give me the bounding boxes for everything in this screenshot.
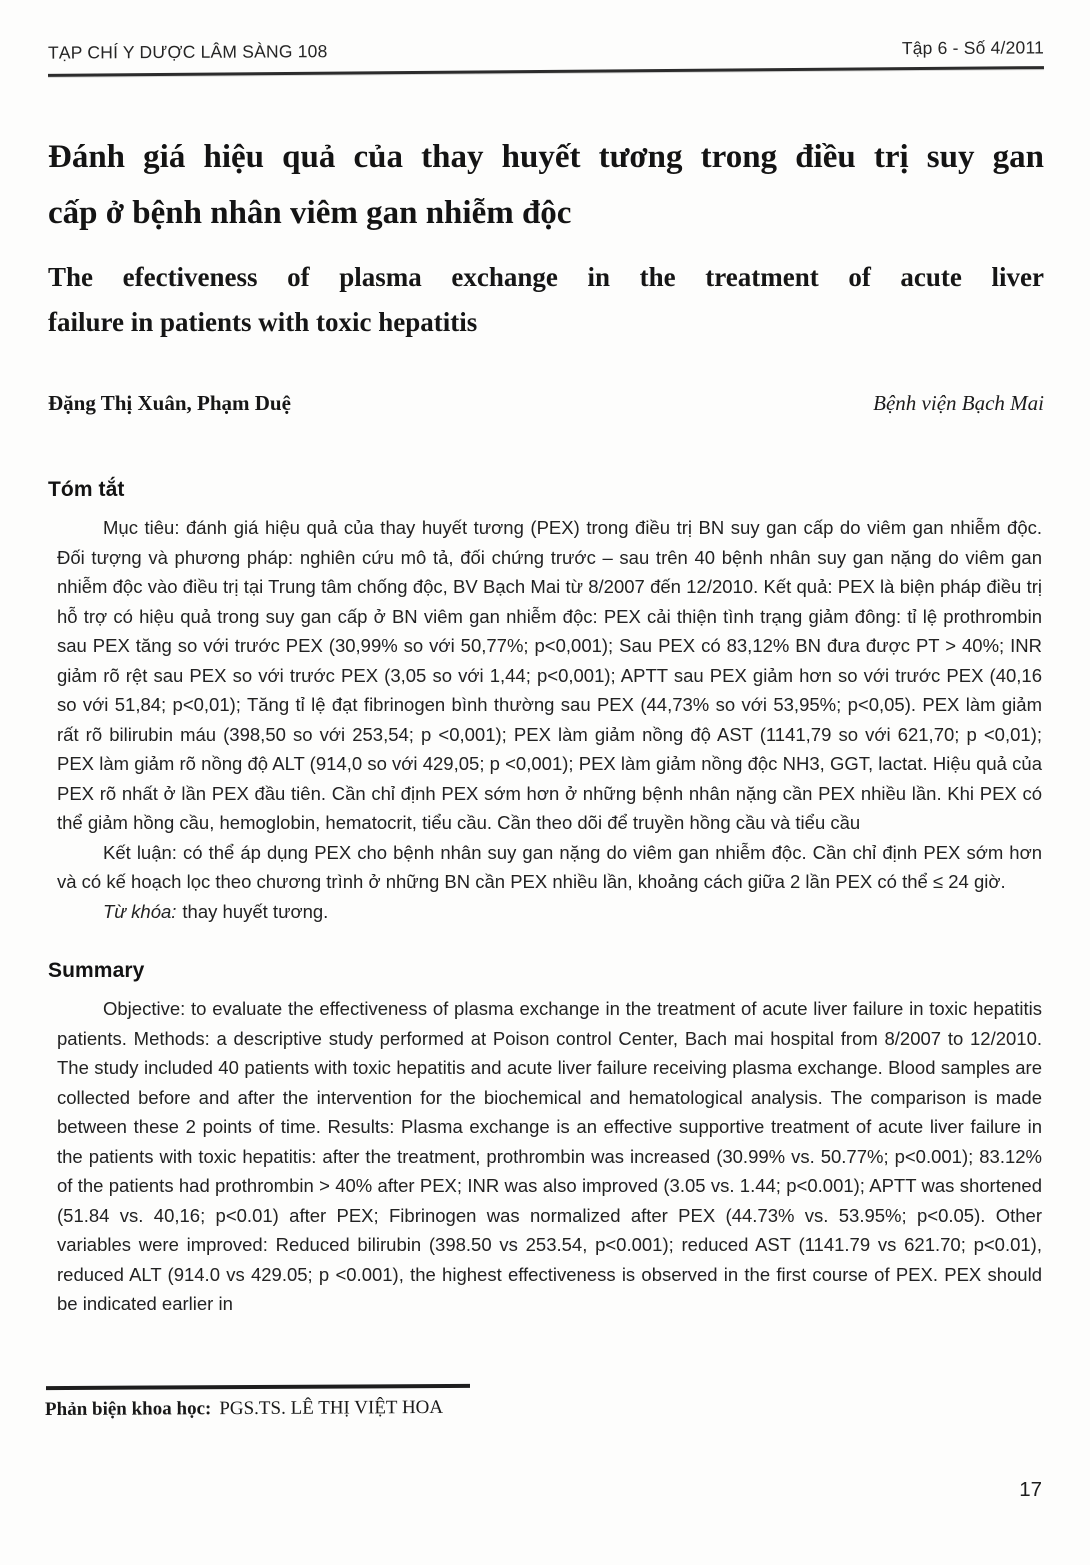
keywords-line — [57, 897, 1044, 927]
masthead-rule — [48, 66, 1044, 77]
article-title-vi-line1: Đánh giá hiệu quả của thay huyết tương trong điều trị suy gan — [48, 139, 1044, 175]
page-number: 17 — [1019, 1478, 1042, 1501]
abstract-objective-paragraph: Mục tiêu: đánh giá hiệu quả của thay huyết tương (PEX) trong điều trị BN suy gan cấp do viêm gan nhiễm độc. Đối tượng và phương pháp: nghiên cứu mô tả, đối chứng trước – sau trên 40 bệnh nhân suy gan nặng do viêm gan nhiễm độc vào điều trị tại Trung tâm chống độc, BV Bạch Mai từ 8/2007 đến 12/2010. Kết quả: PEX là biện pháp điều trị hỗ trợ có hiệu quả trong suy gan cấp ở BN viêm gan nhiễm độc: PEX cải thiện tình trạng giảm đông: tỉ lệ prothrombin sau PEX tăng so với trước PEX (30,99% so với 50,77%; p<0,001); Sau PEX có 83,12% BN đưa được PT > 40%; INR giảm rõ rệt sau PEX so với trước PEX (3,05 so với 1,44; p<0,001); APTT sau PEX giảm hơn so với trước PEX (40,16 so với 51,84; p<0,01); Tăng tỉ lệ đạt fibrinogen bình thường sau PEX (44,73% so với 53,95%; p<0,05). PEX làm giảm rất rõ bilirubin máu (398,50 so với 253,54; p <0,001); PEX làm giảm nồng độ AST (1141,79 so với 621,70; p <0,01); PEX làm giảm rõ nồng độ ALT (914,0 so với 429,05; p <0,001); PEX làm giảm nồng độc NH3, GGT, lactat. Hiệu quả của PEX rõ nhất ở lần PEX đầu tiên. Cần chỉ định PEX sớm hơn ở những bệnh nhân nặng cần PEX nhiều lần. Khi PEX có thể giảm hồng cầu, hemoglobin, hematocrit, tiểu cầu. Cần theo dõi để truyền hồng cầu và tiểu cầu — [57, 517, 1042, 833]
article-title-en — [48, 255, 1044, 345]
article-title-en-line1: The efectiveness of plasma exchange in the treatment of acute liver — [48, 262, 1044, 292]
authors: Đặng Thị Xuân, Phạm Duệ — [48, 391, 291, 415]
review-label: Phản biện khoa học: — [44, 1398, 212, 1421]
abstract-heading: Tóm tắt — [48, 478, 125, 501]
summary-paragraph: Objective: to evaluate the effectiveness of plasma exchange in the treatment of acute liver failure in toxic hepatitis patients. Methods: a descriptive study performed at Poison control Center, Bach mai hospital from 8/2007 to 12/2010. The study included 40 patients with toxic hepatitis and acute liver failure receiving plasma exchange. Blood samples are collected before and after the intervention for the biochemical and hematological analysis. The comparison is made between these 2 points of time. Results: Plasma exchange is an effective supportive treatment of acute liver failure in the patients with toxic hepatitis: after the treatment, prothrombin was increased (30.99% vs. 50.77%; p<0.001); 83.12% of the patients had prothrombin > 40% after PEX; INR was also improved (3.05 vs. 1.44; p<0.001); APTT was shortened (51.84 vs. 40,16; p<0.01) after PEX; Fibrinogen was normalized after PEX (44.73% vs. 53.95%; p<0.05). Other variables were improved: Reduced bilirubin (398.50 vs 253.54, p<0.001); reduced AST (1141.79 vs 621.70; p<0.01), reduced ALT (914.0 vs 429.05; p <0.001), the highest effectiveness is observed in the first course of PEX. PEX should be indicated earlier in — [57, 998, 1042, 1314]
footer-rule — [46, 1384, 470, 1390]
journal-name: TẠP CHÍ Y DƯỢC LÂM SÀNG 108 — [47, 41, 328, 63]
affiliation: Bệnh viện Bạch Mai — [873, 391, 1044, 415]
summary-heading: Summary — [48, 959, 145, 982]
reviewer-line — [45, 1397, 443, 1421]
masthead — [48, 37, 1044, 63]
issue-label: Tập 6 - Số 4/2011 — [901, 37, 1045, 59]
article-title-vi — [48, 129, 1044, 241]
article-title-en-line2: failure in patients with toxic hepatitis — [48, 307, 478, 337]
article-title-vi-line2: cấp ở bệnh nhân viêm gan nhiễm độc — [48, 195, 572, 231]
keywords-label: Từ khóa: — [103, 900, 177, 922]
reviewer-name: PGS.TS. LÊ THỊ VIỆT HOA — [219, 1396, 444, 1420]
abstract-conclusion-paragraph: Kết luận: có thể áp dụng PEX cho bệnh nhân suy gan nặng do viêm gan nhiễm độc. Cần chỉ định PEX sớm hơn và có kế hoạch lọc theo chương trình ở những BN cần PEX nhiều lần, khoảng cách giữa 2 lần PEX có thể ≤ 24 giờ. — [57, 841, 1042, 892]
authors-row — [48, 391, 1044, 416]
keywords-text: thay huyết tương. — [182, 900, 329, 922]
